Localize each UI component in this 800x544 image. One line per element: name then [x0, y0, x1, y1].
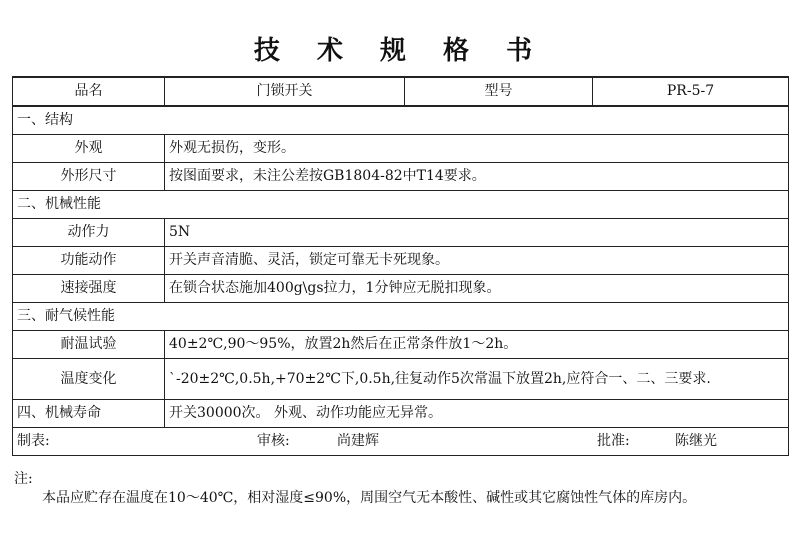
signoff-row — [13, 428, 789, 456]
spec-row — [13, 135, 789, 163]
spec-label: 外形尺寸 — [13, 163, 165, 191]
product-name-label: 品名 — [13, 77, 165, 106]
header-row — [13, 77, 789, 106]
spec-value: 开关30000次。 外观、动作功能应无异常。 — [165, 400, 789, 428]
approver-label: 批准: — [597, 433, 630, 449]
section-mechanical — [13, 191, 789, 219]
spec-value: `-20±2℃,0.5h,+70±2℃下,0.5h,往复动作5次常温下放置2h,应符合一、二、三要求. — [165, 359, 789, 400]
spec-row — [13, 331, 789, 359]
spec-value: 5N — [165, 219, 789, 247]
spec-row — [13, 163, 789, 191]
spec-label: 外观 — [13, 135, 165, 163]
spec-row — [13, 275, 789, 303]
spec-value: 按图面要求，未注公差按GB1804-82中T14要求。 — [165, 163, 789, 191]
product-name-value: 门锁开关 — [165, 77, 405, 106]
section-title: 一、结构 — [13, 106, 789, 135]
spec-label: 速接强度 — [13, 275, 165, 303]
approver-name: 陈继光 — [675, 433, 717, 449]
model-value: PR-5-7 — [593, 77, 789, 106]
reviewer-name: 尚建辉 — [337, 433, 379, 449]
spec-label: 温度变化 — [13, 359, 165, 400]
spec-label: 耐温试验 — [13, 331, 165, 359]
section-life — [13, 400, 789, 428]
section-weather — [13, 303, 789, 331]
section-title: 四、机械寿命 — [13, 400, 165, 428]
spec-row — [13, 359, 789, 400]
notes-text: 本品应贮存在温度在10～40℃，相对湿度≤90%，周围空气无本酸性、碱性或其它腐蚀性气体的库房内。 — [42, 490, 697, 506]
section-title: 三、耐气候性能 — [13, 303, 789, 331]
spec-label: 动作力 — [13, 219, 165, 247]
spec-row — [13, 247, 789, 275]
spec-row — [13, 219, 789, 247]
notes — [14, 470, 788, 508]
document-title: 技 术 规 格 书 — [253, 36, 547, 66]
section-title: 二、机械性能 — [13, 191, 789, 219]
reviewer-label: 审核: — [257, 433, 290, 449]
notes-label: 注: — [14, 471, 33, 487]
spec-value: 外观无损伤，变形。 — [165, 135, 789, 163]
spec-value: 在锁合状态施加400g\gs拉力，1分钟应无脱扣现象。 — [165, 275, 789, 303]
spec-value: 开关声音清脆、灵活，锁定可靠无卡死现象。 — [165, 247, 789, 275]
spec-value: 40±2℃,90～95%，放置2h然后在正常条件放1～2h。 — [165, 331, 789, 359]
model-label: 型号 — [405, 77, 593, 106]
spec-table — [12, 76, 789, 456]
maker-label: 制表: — [17, 433, 50, 449]
spec-label: 功能动作 — [13, 247, 165, 275]
section-structure — [13, 106, 789, 135]
